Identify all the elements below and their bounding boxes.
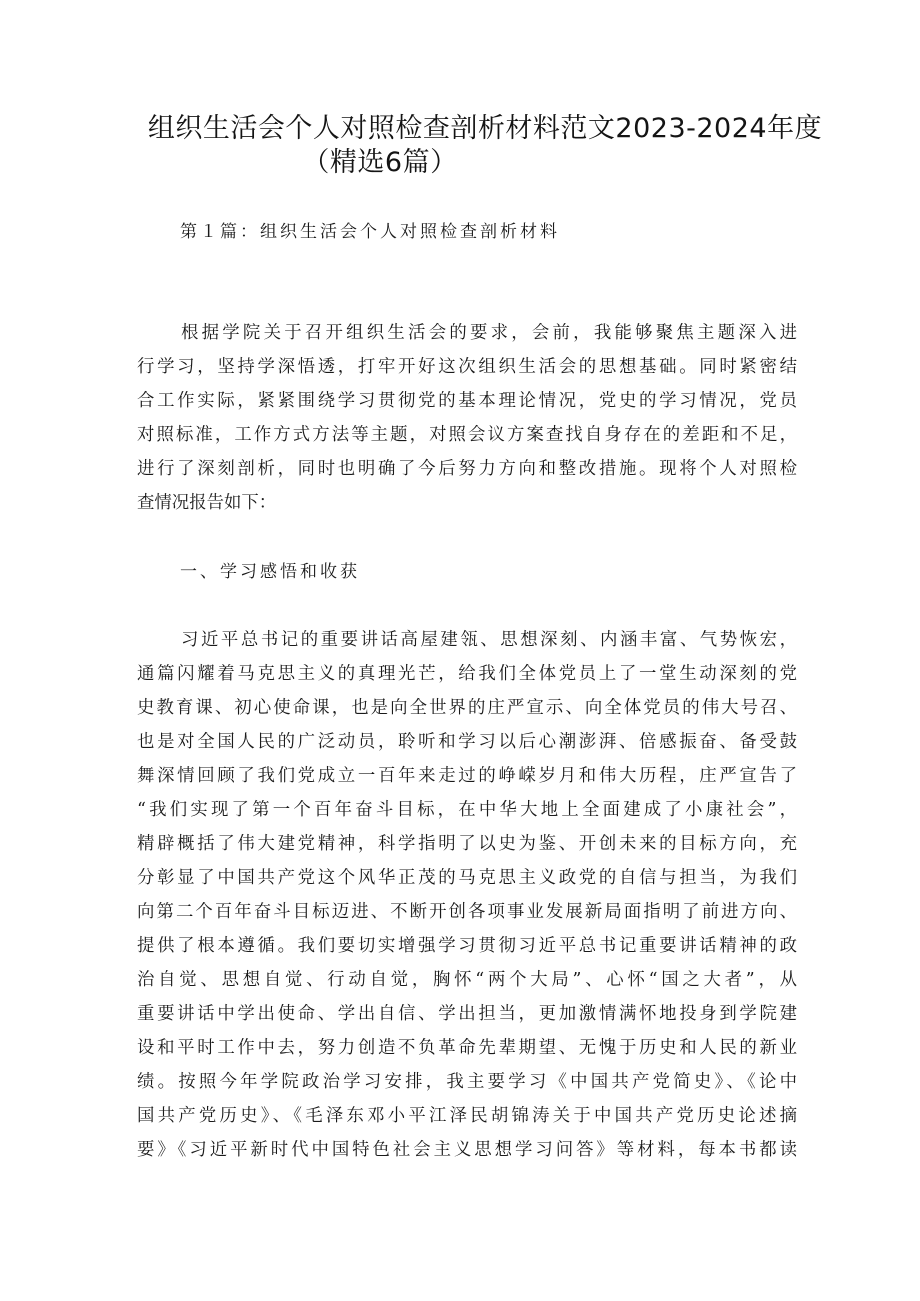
paragraph-line: 精辟概括了伟大建党精神，科学指明了以史为鉴、开创未来的目标方向，充 (137, 834, 797, 854)
paragraph-line: 绩。按照今年学院政治学习安排，我主要学习《中国共产党简史》、《论中 (137, 1072, 797, 1092)
paragraph-line: 史教育课、初心使命课，也是向全世界的庄严宣示、向全体党员的伟大号召、 (137, 698, 797, 718)
paragraph-line: 舞深情回顾了我们党成立一百年来走过的峥嵘岁月和伟大历程，庄严宣告了 (137, 766, 797, 786)
paragraph-line: 通篇闪耀着马克思主义的真理光芒，给我们全体党员上了一堂生动深刻的党 (137, 664, 797, 684)
paragraph-line: 对照标准，工作方式方法等主题，对照会议方案查找自身存在的差距和不足， (137, 425, 797, 445)
paragraph-line: 行学习，坚持学深悟透，打牢开好这次组织生活会的思想基础。同时紧密结 (137, 357, 797, 377)
paragraph-line: 治自觉、思想自觉、行动自觉，胸怀“两个大局”、心怀“国之大者”，从 (137, 970, 797, 990)
paragraph-line: 国共产党历史》、《毛泽东邓小平江泽民胡锦涛关于中国共产党历史论述摘 (137, 1106, 797, 1126)
paragraph-line: 向第二个百年奋斗目标迈进、不断开创各项事业发展新局面指明了前进方向、 (137, 902, 797, 922)
paragraph-line: 查情况报告如下： (137, 493, 277, 513)
document-title-line1: 组织生活会个人对照检查剖析材料范文2023-2024年度 (147, 113, 823, 144)
part1-heading: 一、学习感悟和收获 (180, 562, 360, 582)
paragraph-line: 设和平时工作中去，努力创造不负革命先辈期望、无愧于历史和人民的新业 (137, 1038, 797, 1058)
paragraph-line: 要》《习近平新时代中国特色社会主义思想学习问答》等材料，每本书都读 (137, 1140, 797, 1160)
paragraph-line: 根据学院关于召开组织生活会的要求，会前，我能够聚焦主题深入进 (181, 323, 797, 343)
paragraph-line: 也是对全国人民的广泛动员，聆听和学习以后心潮澎湃、倍感振奋、备受鼓 (137, 732, 797, 752)
paragraph-line: “我们实现了第一个百年奋斗目标，在中华大地上全面建成了小康社会”， (137, 800, 797, 820)
paragraph-line: 提供了根本遵循。我们要切实增强学习贯彻习近平总书记重要讲话精神的政 (137, 936, 797, 956)
section-heading: 第１篇：组织生活会个人对照检查剖析材料 (180, 222, 560, 242)
paragraph-line: 重要讲话中学出使命、学出自信、学出担当，更加激情满怀地投身到学院建 (137, 1004, 797, 1024)
paragraph-line: 习近平总书记的重要讲话高屋建瓴、思想深刻、内涵丰富、气势恢宏， (181, 630, 797, 650)
document-title-line2: （精选6篇） (302, 147, 458, 178)
paragraph-line: 分彰显了中国共产党这个风华正茂的马克思主义政党的自信与担当，为我们 (137, 868, 797, 888)
paragraph-line: 合工作实际，紧紧围绕学习贯彻党的基本理论情况，党史的学习情况，党员 (137, 391, 797, 411)
paragraph-line: 进行了深刻剖析，同时也明确了今后努力方向和整改措施。现将个人对照检 (137, 459, 797, 479)
